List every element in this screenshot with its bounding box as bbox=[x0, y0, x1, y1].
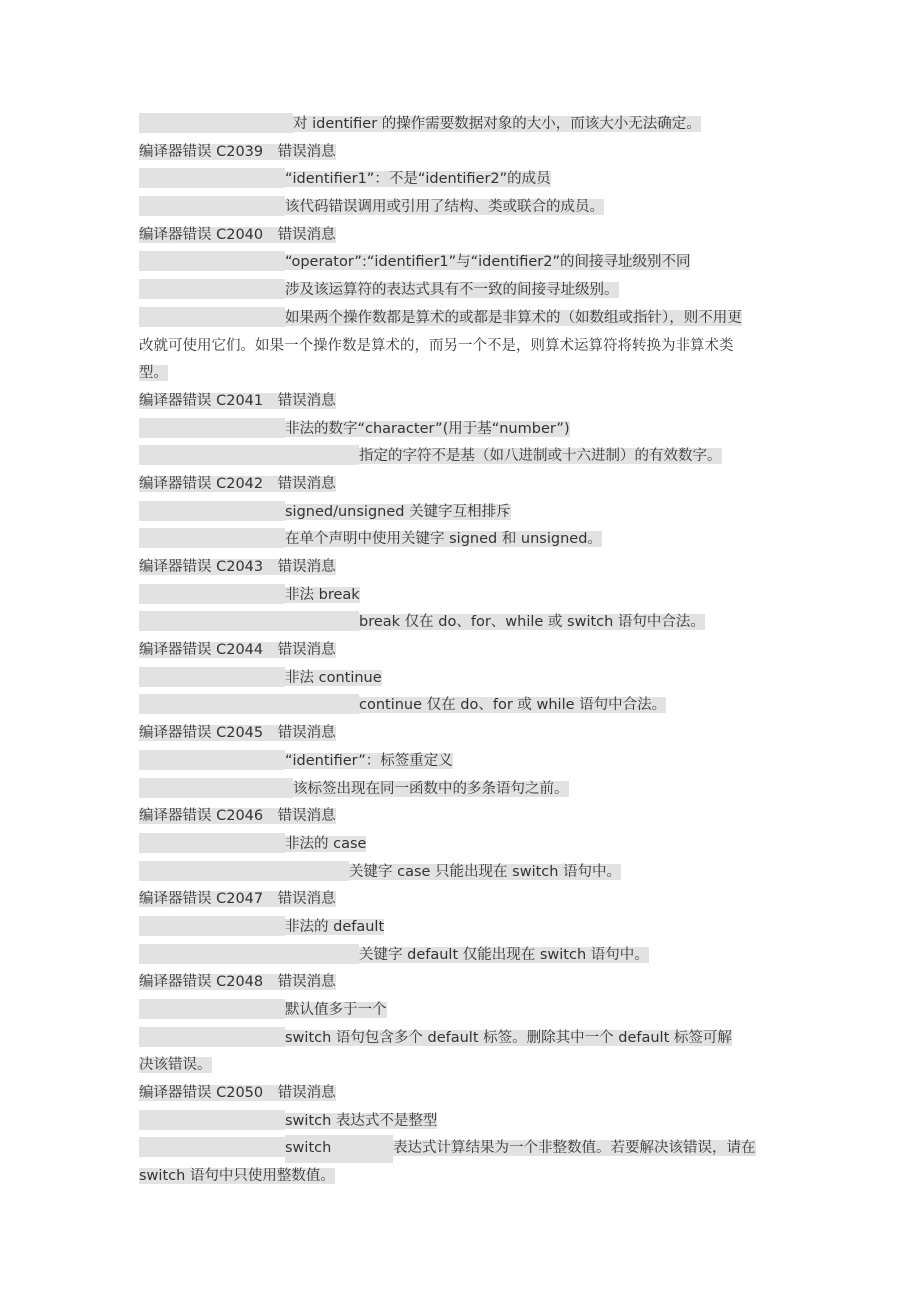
error-message: 默认值多于一个 bbox=[139, 997, 782, 1025]
error-message: “identifier1”：不是“identifier2”的成员 bbox=[139, 166, 782, 194]
error-description: 涉及该运算符的表达式具有不一致的间接寻址级别。 bbox=[139, 277, 782, 305]
error-message: 非法的 default bbox=[139, 914, 782, 942]
error-description: 在单个声明中使用关键字 signed 和 unsigned。 bbox=[139, 526, 782, 554]
error-heading: 编译器错误 C2040 错误消息 bbox=[139, 226, 336, 243]
error-heading: 编译器错误 C2047 错误消息 bbox=[139, 891, 336, 908]
error-description: 决该错误。 bbox=[139, 1057, 212, 1074]
text-line: 对 identifier 的操作需要数据对象的大小，而该大小无法确定。 bbox=[139, 111, 782, 139]
error-heading: 编译器错误 C2045 错误消息 bbox=[139, 725, 336, 742]
error-heading: 编译器错误 C2042 错误消息 bbox=[139, 475, 336, 492]
error-message: 非法的数字“character”(用于基“number”) bbox=[139, 416, 782, 444]
error-message: “operator”:“identifier1”与“identifier2”的间接寻址级别不同 bbox=[139, 249, 782, 277]
error-description: 关键字 case 只能出现在 switch 语句中。 bbox=[139, 859, 782, 887]
document-body bbox=[139, 111, 782, 1191]
error-description: 指定的字符不是基（如八进制或十六进制）的有效数字。 bbox=[139, 443, 782, 471]
error-heading: 编译器错误 C2041 错误消息 bbox=[139, 392, 336, 409]
error-description: 型。 bbox=[139, 365, 168, 382]
error-description: switch 语句包含多个 default 标签。删除其中一个 default 标签可解 bbox=[139, 1025, 782, 1053]
error-description: switch 表达式计算结果为一个非整数值。若要解决该错误，请在 bbox=[139, 1135, 782, 1163]
error-heading: 编译器错误 C2050 错误消息 bbox=[139, 1085, 336, 1102]
error-description: continue 仅在 do、for 或 while 语句中合法。 bbox=[139, 692, 782, 720]
error-heading: 编译器错误 C2046 错误消息 bbox=[139, 808, 336, 825]
error-message: switch 表达式不是整型 bbox=[139, 1108, 782, 1136]
error-heading: 编译器错误 C2043 错误消息 bbox=[139, 559, 336, 575]
error-description: 该代码错误调用或引用了结构、类或联合的成员。 bbox=[139, 194, 782, 222]
error-heading: 编译器错误 C2048 错误消息 bbox=[139, 974, 336, 991]
error-description: break 仅在 do、for、while 或 switch 语句中合法。 bbox=[139, 609, 782, 637]
error-heading: 编译器错误 C2039 错误消息 bbox=[139, 143, 336, 160]
error-message: “identifier”：标签重定义 bbox=[139, 748, 782, 776]
error-description: 关键字 default 仅能出现在 switch 语句中。 bbox=[139, 942, 782, 970]
error-description: switch 语句中只使用整数值。 bbox=[139, 1168, 335, 1185]
error-message: 非法 continue bbox=[139, 665, 782, 693]
error-description: 该标签出现在同一函数中的多条语句之前。 bbox=[139, 776, 782, 804]
error-description: 改就可使用它们。如果一个操作数是算术的，而另一个不是，则算术运算符将转换为非算术类 bbox=[139, 337, 734, 354]
error-message: 非法的 case bbox=[139, 831, 782, 859]
error-heading: 编译器错误 C2044 错误消息 bbox=[139, 642, 336, 659]
error-message: 非法 break bbox=[139, 582, 782, 610]
error-message: signed/unsigned 关键字互相排斥 bbox=[139, 499, 782, 527]
error-description: 如果两个操作数都是算术的或都是非算术的（如数组或指针），则不用更 bbox=[139, 305, 782, 333]
